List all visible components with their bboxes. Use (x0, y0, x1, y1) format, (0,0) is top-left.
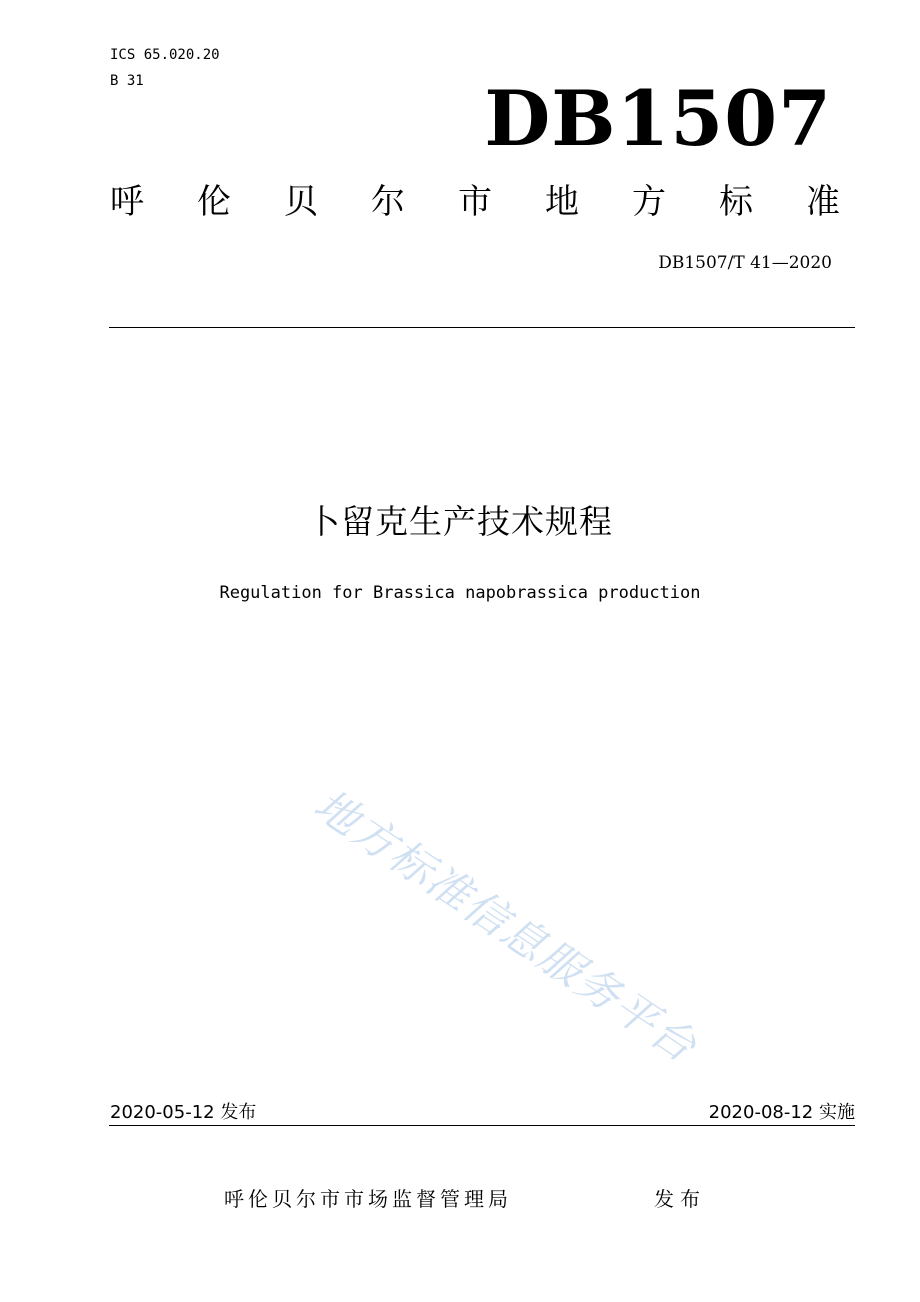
footer-divider (109, 1125, 855, 1126)
ccs-code: B 31 (110, 73, 144, 89)
watermark: 地方标准信息服务平台 (304, 779, 706, 1074)
standard-type-char: 方 (632, 182, 666, 222)
standard-number: DB1507/T 41—2020 (658, 253, 832, 273)
standard-type-char: 准 (806, 182, 840, 222)
issue-label: 发布 (654, 1187, 706, 1211)
document-title-chinese: 卜留克生产技术规程 (307, 502, 613, 541)
standard-type-char: 标 (719, 182, 753, 222)
standard-type-heading (110, 180, 840, 224)
standard-logo: DB1507 (484, 74, 832, 163)
standard-type-char: 市 (458, 182, 492, 222)
standard-type-char: 地 (545, 182, 579, 222)
document-title-english: Regulation for Brassica napobrassica production (219, 583, 701, 603)
issuing-authority: 呼伦贝尔市市场监督管理局 (224, 1187, 512, 1211)
header-divider (109, 327, 855, 328)
standard-type-char: 贝 (284, 182, 318, 222)
issue-date: 2020-05-12 发布 (110, 1102, 257, 1123)
standard-type-char: 尔 (371, 182, 405, 222)
standard-type-char: 伦 (197, 182, 231, 222)
standard-type-char: 呼 (110, 182, 144, 222)
ics-code: ICS 65.020.20 (110, 47, 220, 63)
implementation-date: 2020-08-12 实施 (708, 1102, 855, 1123)
